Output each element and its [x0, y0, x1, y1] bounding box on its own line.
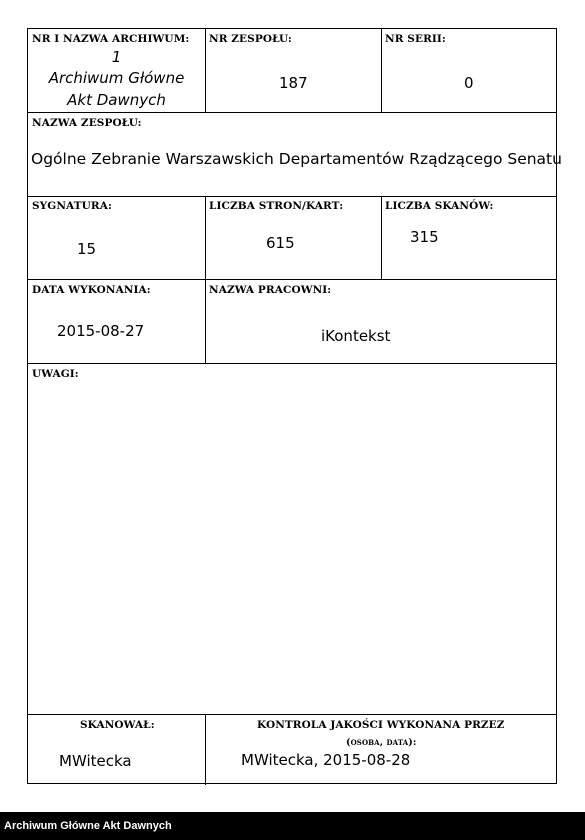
pages-value: 615: [266, 234, 295, 252]
studio-value: iKontekst: [321, 327, 391, 345]
quality-control-label: KONTROLA JAKOŚCI WYKONANA PRZEZ: [257, 719, 505, 731]
quality-control-value: MWitecka, 2015-08-28: [241, 751, 411, 769]
studio-label: NAZWA PRACOWNI:: [209, 284, 332, 296]
archive-label: NR I NAZWA ARCHIWUM:: [32, 33, 190, 45]
archive-number: 1: [111, 48, 122, 66]
fond-number-value: 187: [279, 74, 308, 92]
date-label: DATA WYKONANIA:: [32, 284, 151, 296]
scans-value: 315: [410, 228, 439, 246]
archive-name-line2: Akt Dawnych: [67, 91, 166, 109]
signature-label: SYGNATURA:: [32, 200, 112, 212]
fond-name-value: Ogólne Zebranie Warszawskich Departamentów Rządzącego Senatu: [31, 150, 562, 168]
scanned-by-value: MWitecka: [59, 752, 132, 770]
column-divider: [381, 196, 382, 279]
row-divider: [28, 112, 556, 113]
archive-name-line1: Archiwum Główne: [48, 69, 185, 87]
column-divider: [205, 29, 206, 112]
scanned-by-label: SKANOWAŁ:: [80, 719, 155, 731]
fond-number-label: NR ZESPOŁU:: [209, 33, 292, 45]
quality-control-sublabel: (osoba, data):: [346, 737, 417, 748]
column-divider: [205, 279, 206, 363]
date-value: 2015-08-27: [57, 322, 145, 340]
series-value: 0: [464, 74, 474, 92]
notes-label: UWAGI:: [32, 368, 79, 380]
footer-bar: [0, 812, 585, 840]
column-divider: [381, 29, 382, 112]
metadata-form: [27, 28, 562, 784]
scans-label: LICZBA SKANÓW:: [385, 200, 494, 212]
pages-label: LICZBA STRON/KART:: [209, 200, 344, 212]
row-divider: [28, 363, 556, 364]
fond-name-label: NAZWA ZESPOŁU:: [32, 117, 142, 129]
footer-text: Archiwum Główne Akt Dawnych: [4, 820, 172, 832]
row-divider: [28, 279, 556, 280]
row-divider: [28, 196, 556, 197]
column-divider: [205, 714, 206, 785]
signature-value: 15: [77, 240, 97, 258]
row-divider: [28, 714, 556, 715]
column-divider: [205, 196, 206, 279]
series-label: NR SERII:: [385, 33, 446, 45]
